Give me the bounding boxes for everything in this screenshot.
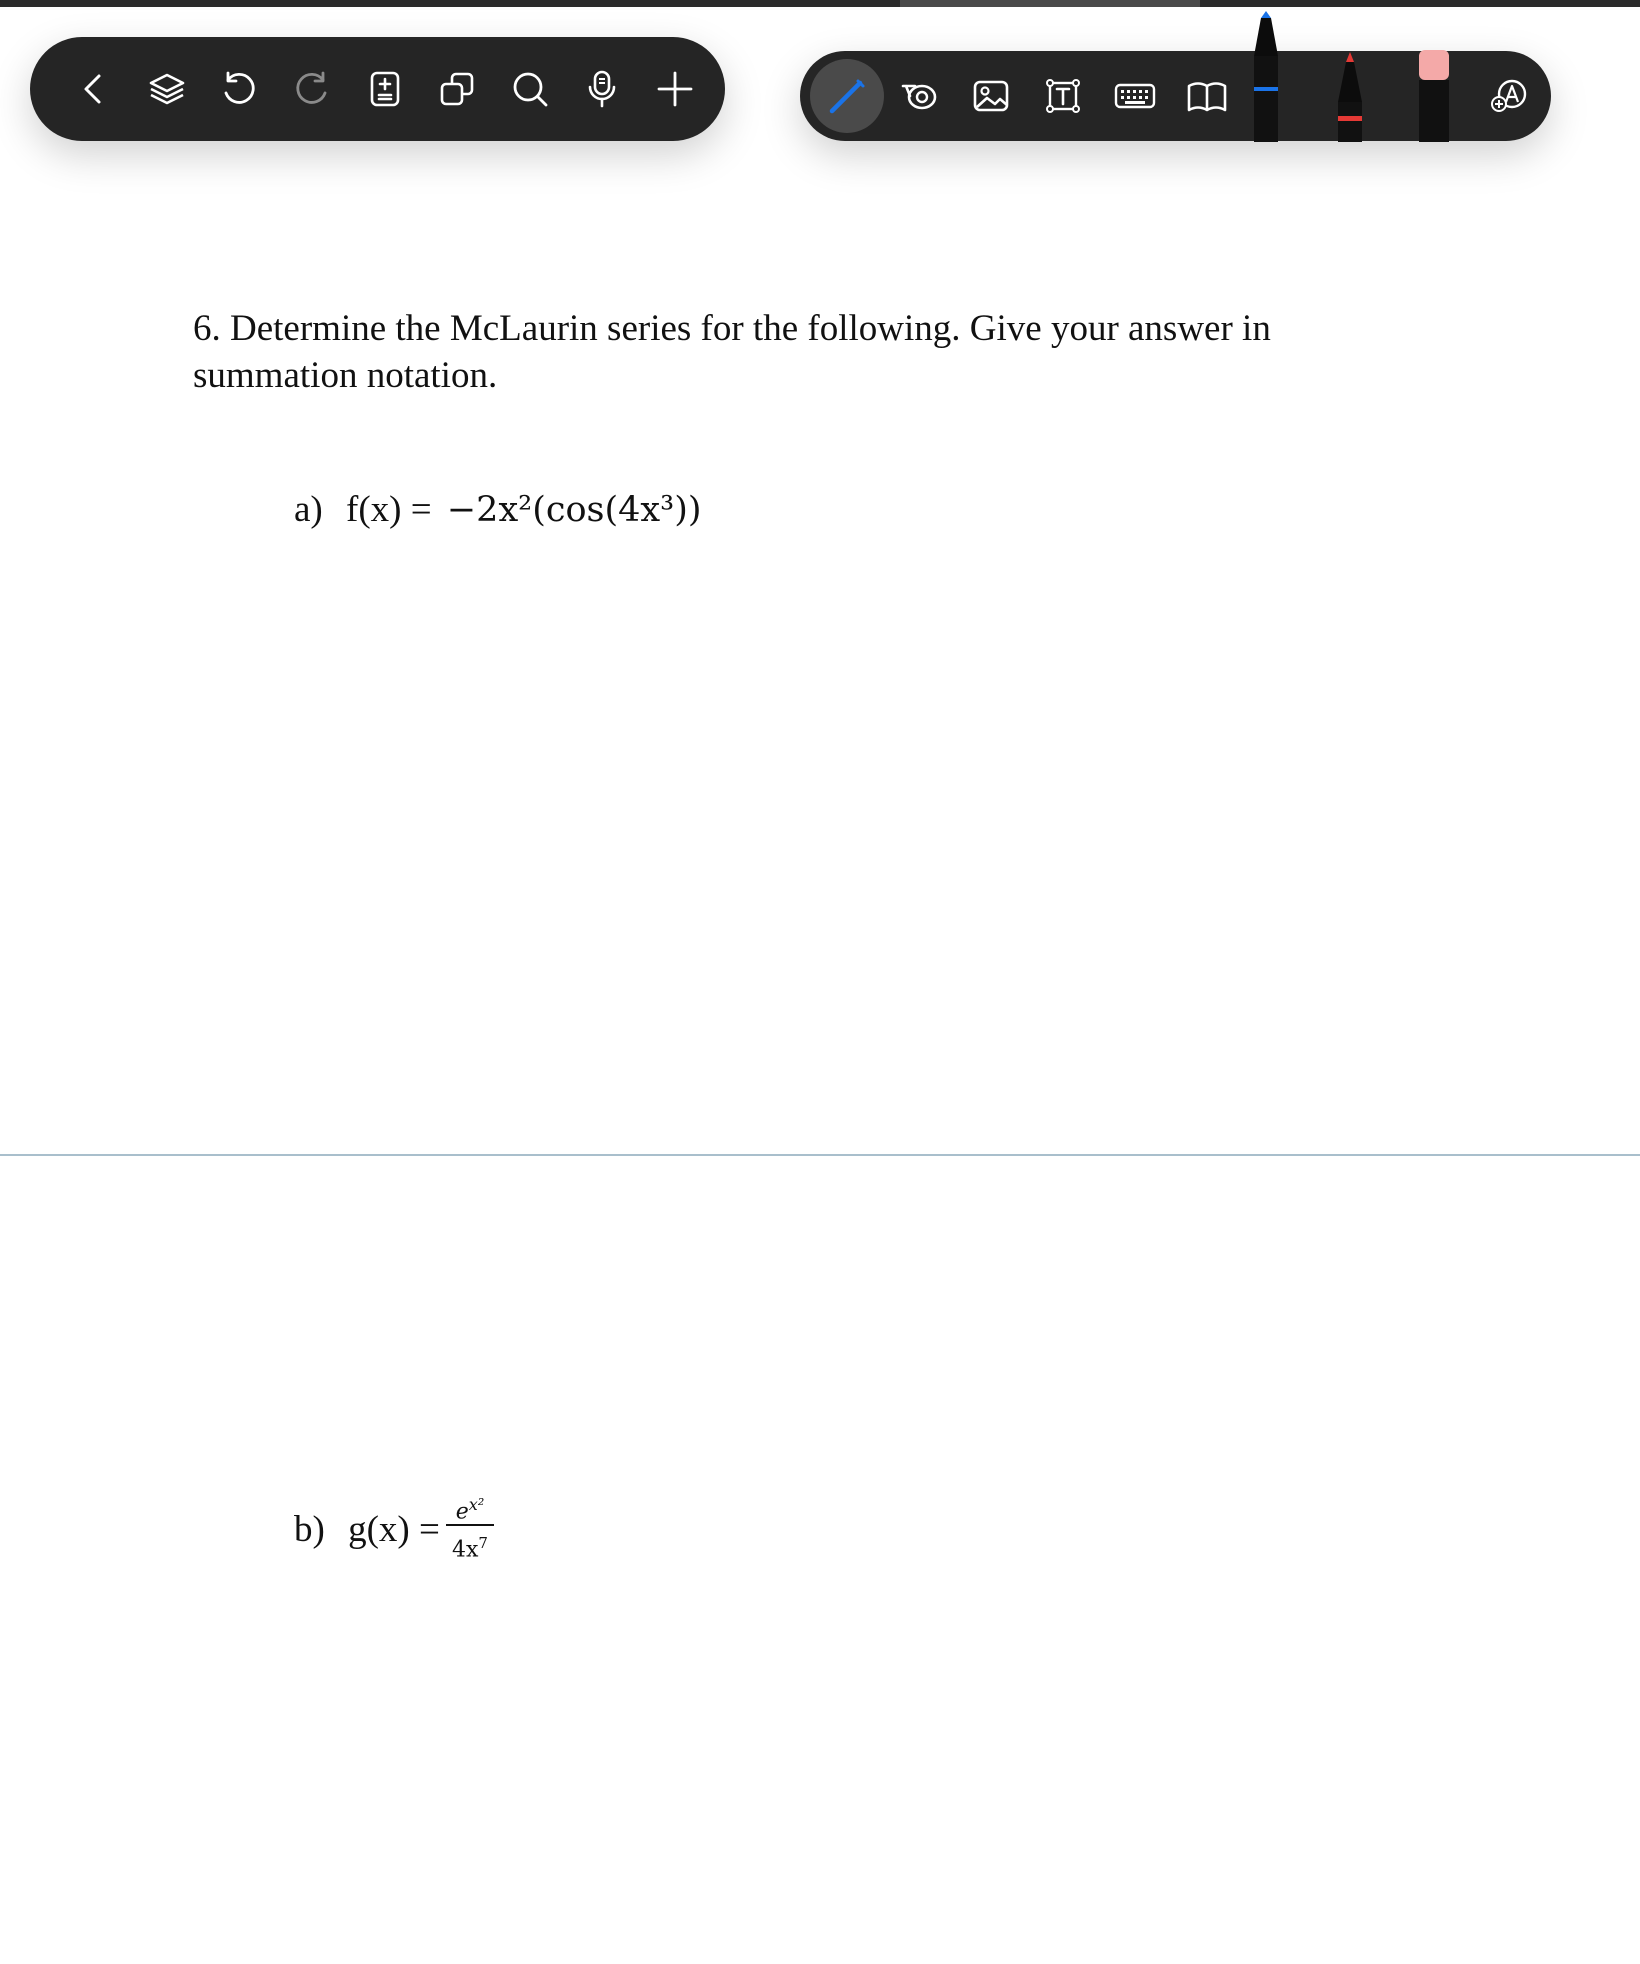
redo-button[interactable] [284,61,340,117]
add-button[interactable] [647,61,703,117]
keyboard-icon [1113,74,1157,118]
copy-button[interactable] [429,61,485,117]
image-icon [969,74,1013,118]
fraction-numerator [446,1488,494,1525]
part-a-label: a) [294,489,323,530]
pen-icon [824,73,870,119]
question-text: 6. Determine the McLaurin series for the following. Give your answer in summation notation. [193,308,1271,396]
chevron-left-icon [72,67,116,111]
page-add-icon [363,67,407,111]
undo-button[interactable] [211,61,267,117]
fraction-bar [446,1524,494,1526]
search-icon [508,67,552,111]
book-icon [1185,74,1229,118]
part-a [294,488,702,531]
add-tool-button[interactable] [1481,68,1537,124]
pink-eraser-tool[interactable] [1416,50,1452,142]
redo-icon [290,67,334,111]
back-button[interactable] [66,61,122,117]
numerator-base: e [455,1499,469,1525]
microphone-button[interactable] [574,61,630,117]
part-b-label: b) [294,1509,325,1550]
fraction-denominator [446,1530,494,1563]
part-a-function: f(x) = [346,489,432,530]
undo-icon [217,67,261,111]
layers-button[interactable] [139,61,195,117]
plus-icon [653,67,697,111]
text-box-icon [1041,74,1085,118]
microphone-icon [580,67,624,111]
lasso-icon [897,74,941,118]
part-a-expression: −2x²(cos(4x³)) [446,490,702,530]
layers-icon [145,67,189,111]
black-marker-tool[interactable] [1248,8,1284,142]
part-b-fraction [446,1488,494,1563]
top-status-strip [0,0,1640,7]
search-button[interactable] [502,61,558,117]
lasso-tool-button[interactable] [890,68,948,124]
text-tool-button[interactable] [1034,68,1092,124]
page-add-button[interactable] [357,61,413,117]
denominator-base: 4x [452,1537,479,1563]
book-tool-button[interactable] [1178,68,1236,124]
part-b-function: g(x) = [348,1509,440,1550]
numerator-exponent: x² [468,1495,485,1514]
add-tool-icon [1487,74,1531,118]
keyboard-tool-button[interactable] [1106,68,1164,124]
left-toolbar [30,37,725,141]
image-tool-button[interactable] [962,68,1020,124]
pen-tool-button[interactable] [810,59,884,133]
part-b [294,1508,440,1551]
denominator-exponent: 7 [478,1534,488,1552]
copy-icon [435,67,479,111]
top-status-strip-highlight [900,0,1200,7]
page-divider [0,1154,1640,1156]
red-marker-tool[interactable] [1332,48,1368,142]
